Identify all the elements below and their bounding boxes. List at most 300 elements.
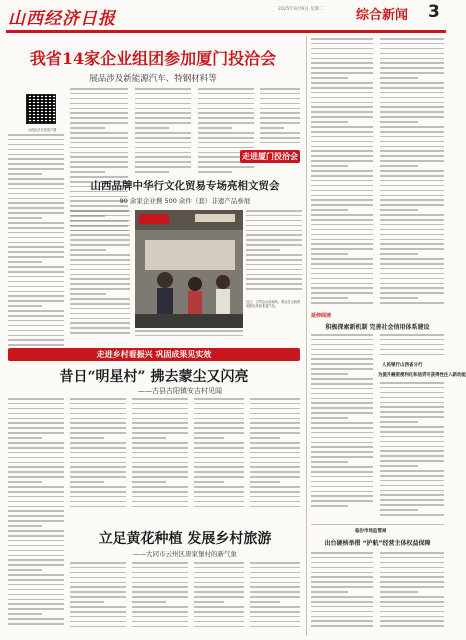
body-text-line xyxy=(380,155,444,157)
body-text-line xyxy=(8,325,64,327)
body-text-line xyxy=(311,572,373,574)
body-text-line xyxy=(250,408,300,410)
body-text-line xyxy=(380,170,444,172)
body-text-line xyxy=(380,334,444,336)
body-text-line xyxy=(250,413,300,415)
body-text-line xyxy=(8,413,64,415)
body-text-line xyxy=(250,486,300,488)
body-text-line xyxy=(132,403,188,405)
body-text-line xyxy=(311,398,373,400)
body-text-line xyxy=(311,601,373,603)
body-text-line xyxy=(8,574,64,576)
body-text-line xyxy=(70,132,128,134)
body-text-line xyxy=(250,471,300,473)
body-text-line xyxy=(311,437,373,439)
body-text-line xyxy=(250,437,280,439)
body-text-line xyxy=(246,210,302,212)
body-text-line xyxy=(8,437,42,439)
body-text-line xyxy=(380,82,444,84)
body-text-line xyxy=(70,259,130,261)
story1-headline[interactable]: 我省14家企业组团参加厦门投洽会 xyxy=(29,49,277,68)
body-text-line xyxy=(70,591,126,593)
body-text-line xyxy=(311,190,373,192)
body-text-line xyxy=(8,550,64,552)
body-text-line xyxy=(311,471,373,473)
body-text-line xyxy=(311,557,373,559)
body-text-line xyxy=(380,576,444,578)
body-text-line xyxy=(70,572,126,574)
body-text-line xyxy=(194,491,244,493)
body-text-line xyxy=(70,322,130,324)
body-text-line xyxy=(311,248,373,250)
body-text-line xyxy=(70,486,126,488)
body-text-line xyxy=(311,195,373,197)
body-text-line xyxy=(260,127,284,129)
body-text-line xyxy=(70,278,130,280)
body-text-line xyxy=(311,175,373,177)
body-text-line xyxy=(380,229,444,231)
body-text-line xyxy=(70,427,126,429)
body-text-line xyxy=(380,581,444,583)
body-text-line xyxy=(70,254,130,256)
qr-code-icon[interactable] xyxy=(26,94,56,124)
body-text-line xyxy=(70,562,126,564)
body-text-line xyxy=(132,418,188,420)
body-text-line xyxy=(311,616,373,618)
body-text-line xyxy=(8,481,42,483)
body-text-line xyxy=(70,442,126,444)
body-text-line xyxy=(311,500,373,502)
body-text-line xyxy=(250,418,300,420)
body-text-line xyxy=(8,158,64,160)
body-text-line xyxy=(311,586,373,588)
body-text-line xyxy=(246,254,302,256)
body-text-line xyxy=(132,442,188,444)
body-text-line xyxy=(70,457,126,459)
body-text-line xyxy=(8,198,64,200)
body-text-line xyxy=(70,269,130,271)
body-text-line xyxy=(8,540,64,542)
body-text-line xyxy=(8,452,64,454)
body-text-line xyxy=(132,611,188,613)
body-text-line xyxy=(135,88,191,90)
body-text-line xyxy=(311,160,373,162)
story2-body-col1 xyxy=(70,210,130,340)
body-text-line xyxy=(8,555,64,557)
body-text-line xyxy=(380,557,444,559)
body-text-line xyxy=(311,358,373,360)
story2-body-col3 xyxy=(135,330,243,344)
body-text-line xyxy=(311,344,373,346)
body-text-line xyxy=(70,606,126,608)
body-text-line xyxy=(8,149,64,151)
body-text-line xyxy=(8,168,64,170)
body-text-line xyxy=(311,199,373,201)
body-text-line xyxy=(70,437,104,439)
body-text-line xyxy=(70,239,130,241)
body-text-line xyxy=(311,92,373,94)
body-text-line xyxy=(194,562,244,564)
body-text-line xyxy=(70,408,126,410)
body-text-line xyxy=(132,501,188,503)
body-text-line xyxy=(70,476,126,478)
body-text-line xyxy=(8,232,64,234)
body-text-line xyxy=(311,136,373,138)
body-text-line xyxy=(260,88,300,90)
body-text-line xyxy=(250,577,300,579)
body-text-line xyxy=(311,451,373,453)
body-text-line xyxy=(70,215,130,217)
body-text-line xyxy=(311,170,373,172)
body-text-line xyxy=(132,616,188,618)
body-text-line xyxy=(380,43,444,45)
body-text-line xyxy=(311,141,373,143)
body-text-line xyxy=(135,127,169,129)
sidebar-title-market[interactable]: 出台硬核举措 “护航”经营主体权益保障 xyxy=(324,540,431,547)
body-text-line xyxy=(380,387,444,389)
body-text-line xyxy=(70,283,130,285)
body-text-line xyxy=(194,572,244,574)
body-text-line xyxy=(132,432,188,434)
body-text-line xyxy=(70,98,128,100)
body-text-line xyxy=(194,447,244,449)
body-text-line xyxy=(380,494,444,496)
body-text-line xyxy=(135,117,191,119)
body-text-line xyxy=(311,150,373,152)
body-text-line xyxy=(380,287,444,289)
body-text-line xyxy=(194,496,244,498)
body-text-line xyxy=(380,195,444,197)
sidebar-title-finance[interactable]: 为提升融资便利化和信贷可获得性注入新动能 xyxy=(378,373,466,378)
story1-body-col4 xyxy=(198,88,254,178)
body-text-line xyxy=(380,470,444,472)
sidebar-body-mid-col1 xyxy=(311,334,373,514)
body-text-line xyxy=(8,291,64,293)
body-text-line xyxy=(260,142,300,144)
body-text-line xyxy=(250,496,300,498)
body-text-line xyxy=(380,160,444,162)
body-text-line xyxy=(311,253,348,255)
body-text-line xyxy=(8,300,64,302)
body-text-line xyxy=(311,67,373,69)
body-text-line xyxy=(70,112,128,114)
body-text-line xyxy=(250,427,300,429)
body-text-line xyxy=(70,452,126,454)
body-text-line xyxy=(194,462,244,464)
body-text-line xyxy=(250,586,300,588)
body-text-line xyxy=(311,126,373,128)
body-text-line xyxy=(380,248,444,250)
body-text-line xyxy=(194,586,244,588)
body-text-line xyxy=(380,175,444,177)
body-text-line xyxy=(132,582,188,584)
body-text-line xyxy=(380,572,444,574)
body-text-line xyxy=(194,398,244,400)
body-text-line xyxy=(246,288,302,290)
body-text-line xyxy=(380,344,444,346)
sidebar-body-bottom-col1 xyxy=(311,552,373,634)
body-text-line xyxy=(380,214,444,216)
body-text-line xyxy=(135,156,191,158)
body-text-line xyxy=(380,514,444,516)
body-text-line xyxy=(8,144,64,146)
story3-headline[interactable]: 昔日“明星村” 拂去蒙尘又闪亮 xyxy=(59,369,249,385)
body-text-line xyxy=(380,339,444,341)
body-text-line xyxy=(194,427,244,429)
story3-banner: 走进乡村看振兴 巩固成果见实效 xyxy=(8,348,300,361)
sidebar-title-credit[interactable]: 积极探索新机制 完善社会信用体系建设 xyxy=(325,324,430,331)
body-text-line xyxy=(8,530,64,532)
body-text-line xyxy=(311,116,373,118)
body-text-line xyxy=(8,501,64,503)
body-text-line xyxy=(246,259,302,261)
body-text-line xyxy=(311,111,373,113)
body-text-line xyxy=(250,501,300,503)
body-text-line xyxy=(311,562,373,564)
body-text-line xyxy=(70,249,106,251)
body-text-line xyxy=(311,388,373,390)
body-text-line xyxy=(311,209,348,211)
body-text-line xyxy=(70,318,130,320)
body-text-line xyxy=(311,283,373,285)
body-text-line xyxy=(70,577,126,579)
body-text-line xyxy=(311,121,348,123)
body-text-line xyxy=(311,567,373,569)
body-text-line xyxy=(194,422,244,424)
body-text-line xyxy=(70,122,128,124)
body-text-line xyxy=(8,422,64,424)
body-text-line xyxy=(380,490,444,492)
body-text-line xyxy=(8,266,64,268)
body-text-line xyxy=(250,432,300,434)
body-text-line xyxy=(260,103,300,105)
body-text-line xyxy=(380,297,418,299)
body-text-line xyxy=(132,591,188,593)
body-text-line xyxy=(132,462,188,464)
body-text-line xyxy=(380,190,444,192)
body-text-line xyxy=(8,256,64,258)
body-text-line xyxy=(246,278,302,280)
body-text-line xyxy=(250,621,300,623)
story1-subhead: 展品涉及新能源汽车、特钢材料等 xyxy=(89,74,217,84)
body-text-line xyxy=(311,596,373,598)
sidebar-tag-extended-reading: 延伸阅读 xyxy=(311,313,332,319)
body-text-line xyxy=(311,258,373,260)
story4-body-col3 xyxy=(194,562,244,634)
body-text-line xyxy=(380,97,444,99)
body-text-line xyxy=(8,305,42,307)
body-text-line xyxy=(70,264,130,266)
body-text-line xyxy=(8,320,64,322)
body-text-line xyxy=(70,471,126,473)
body-text-line xyxy=(8,427,64,429)
body-text-line xyxy=(194,413,244,415)
body-text-line xyxy=(380,136,444,138)
body-text-line xyxy=(250,611,300,613)
body-text-line xyxy=(194,616,244,618)
body-text-line xyxy=(380,455,444,457)
body-text-line xyxy=(70,596,126,598)
body-text-line xyxy=(198,142,254,144)
body-text-line xyxy=(380,450,444,452)
body-text-line xyxy=(311,165,348,167)
body-text-line xyxy=(250,616,300,618)
body-text-line xyxy=(194,611,244,613)
body-text-line xyxy=(250,481,280,483)
body-text-line xyxy=(380,509,418,511)
body-text-line xyxy=(311,82,373,84)
body-text-line xyxy=(194,408,244,410)
body-text-line xyxy=(8,217,42,219)
body-text-line xyxy=(194,452,244,454)
body-text-line xyxy=(380,465,418,467)
body-text-line xyxy=(260,98,300,100)
body-text-line xyxy=(194,582,244,584)
body-text-line xyxy=(380,219,444,221)
body-text-line xyxy=(70,462,126,464)
body-text-line xyxy=(135,147,191,149)
body-text-line xyxy=(380,243,444,245)
sidebar-org-linfen: 临汾市场监管局 xyxy=(355,529,387,534)
body-text-line xyxy=(194,442,244,444)
body-text-line xyxy=(311,224,373,226)
body-text-line xyxy=(380,586,444,588)
body-text-line xyxy=(70,274,130,276)
body-text-line xyxy=(380,499,444,501)
body-text-line xyxy=(8,202,64,204)
body-text-line xyxy=(311,354,373,356)
body-text-line xyxy=(250,582,300,584)
body-text-line xyxy=(380,116,444,118)
body-text-line xyxy=(70,205,128,207)
body-text-line xyxy=(8,608,64,610)
body-text-line xyxy=(70,147,128,149)
story3-body-col1 xyxy=(8,398,64,630)
body-text-line xyxy=(380,485,444,487)
body-text-line xyxy=(380,72,444,74)
body-text-line xyxy=(132,577,188,579)
body-text-line xyxy=(132,506,188,508)
body-text-line xyxy=(8,193,64,195)
body-text-line xyxy=(246,215,302,217)
body-text-line xyxy=(8,310,64,312)
sidebar-body-top-col1 xyxy=(311,38,373,308)
newspaper-logo: 山西经济日报 xyxy=(8,9,116,29)
body-text-line xyxy=(380,38,444,40)
body-text-line xyxy=(246,225,302,227)
body-text-line xyxy=(70,93,128,95)
body-text-line xyxy=(132,437,166,439)
body-text-line xyxy=(194,466,244,468)
body-text-line xyxy=(135,137,191,139)
story4-subhead: ——大同市云州区唐家堡村的新气象 xyxy=(133,550,237,558)
body-text-line xyxy=(311,72,373,74)
body-text-line xyxy=(311,383,373,385)
body-text-line xyxy=(250,447,300,449)
body-text-line xyxy=(246,264,302,266)
body-text-line xyxy=(311,297,348,299)
body-text-line xyxy=(198,112,254,114)
body-text-line xyxy=(380,302,444,304)
body-text-line xyxy=(311,292,373,294)
body-text-line xyxy=(198,166,254,168)
body-text-line xyxy=(380,416,444,418)
body-text-line xyxy=(250,476,300,478)
body-text-line xyxy=(8,139,64,141)
story1-body-col3 xyxy=(135,88,191,178)
body-text-line xyxy=(311,38,373,40)
body-text-line xyxy=(70,616,126,618)
story3-subhead: ——古县古阳镇安吉村见闻 xyxy=(138,387,222,395)
body-text-line xyxy=(70,506,126,508)
body-text-line xyxy=(311,268,373,270)
body-text-line xyxy=(311,180,373,182)
body-text-line xyxy=(8,515,64,517)
body-text-line xyxy=(8,339,64,341)
body-text-line xyxy=(70,298,130,300)
body-text-line xyxy=(380,562,444,564)
body-text-line xyxy=(70,313,130,315)
body-text-line xyxy=(132,457,188,459)
body-text-line xyxy=(8,418,64,420)
body-text-line xyxy=(135,98,191,100)
body-text-line xyxy=(8,510,64,512)
story4-body-col4 xyxy=(250,562,300,634)
body-text-line xyxy=(380,126,444,128)
body-text-line xyxy=(311,53,373,55)
body-text-line xyxy=(8,330,64,332)
body-text-line xyxy=(380,349,444,351)
body-text-line xyxy=(194,626,244,628)
body-text-line xyxy=(8,207,64,209)
qr-caption: 山西经济日报客户端 xyxy=(27,128,57,132)
body-text-line xyxy=(380,62,444,64)
body-text-line xyxy=(311,368,373,370)
body-text-line xyxy=(311,229,373,231)
story2-headline[interactable]: 山西品牌中华行文化贸易专场亮相文贸会 xyxy=(90,180,280,192)
story1-body-col5 xyxy=(260,88,300,148)
body-text-line xyxy=(8,486,64,488)
body-text-line xyxy=(311,417,348,419)
body-text-line xyxy=(70,293,106,295)
body-text-line xyxy=(311,62,373,64)
body-text-line xyxy=(132,626,188,628)
body-text-line xyxy=(246,220,302,222)
body-text-line xyxy=(198,171,232,173)
body-text-line xyxy=(198,132,254,134)
body-text-line xyxy=(380,567,444,569)
story1-body-col1 xyxy=(8,134,64,358)
body-text-line xyxy=(70,288,130,290)
body-text-line xyxy=(380,616,444,618)
body-text-line xyxy=(311,476,373,478)
body-text-line xyxy=(132,606,188,608)
body-text-line xyxy=(250,567,300,569)
body-text-line xyxy=(380,111,444,113)
body-text-line xyxy=(311,620,373,622)
story4-headline[interactable]: 立足黄花种植 发展乡村旅游 xyxy=(98,531,272,547)
body-text-line xyxy=(311,339,373,341)
body-text-line xyxy=(250,466,300,468)
story2-body-col2 xyxy=(246,210,302,296)
body-text-line xyxy=(380,204,444,206)
body-text-line xyxy=(311,373,348,375)
body-text-line xyxy=(311,234,373,236)
body-text-line xyxy=(250,403,300,405)
body-text-line xyxy=(250,562,300,564)
body-text-line xyxy=(70,171,105,173)
body-text-line xyxy=(311,576,373,578)
